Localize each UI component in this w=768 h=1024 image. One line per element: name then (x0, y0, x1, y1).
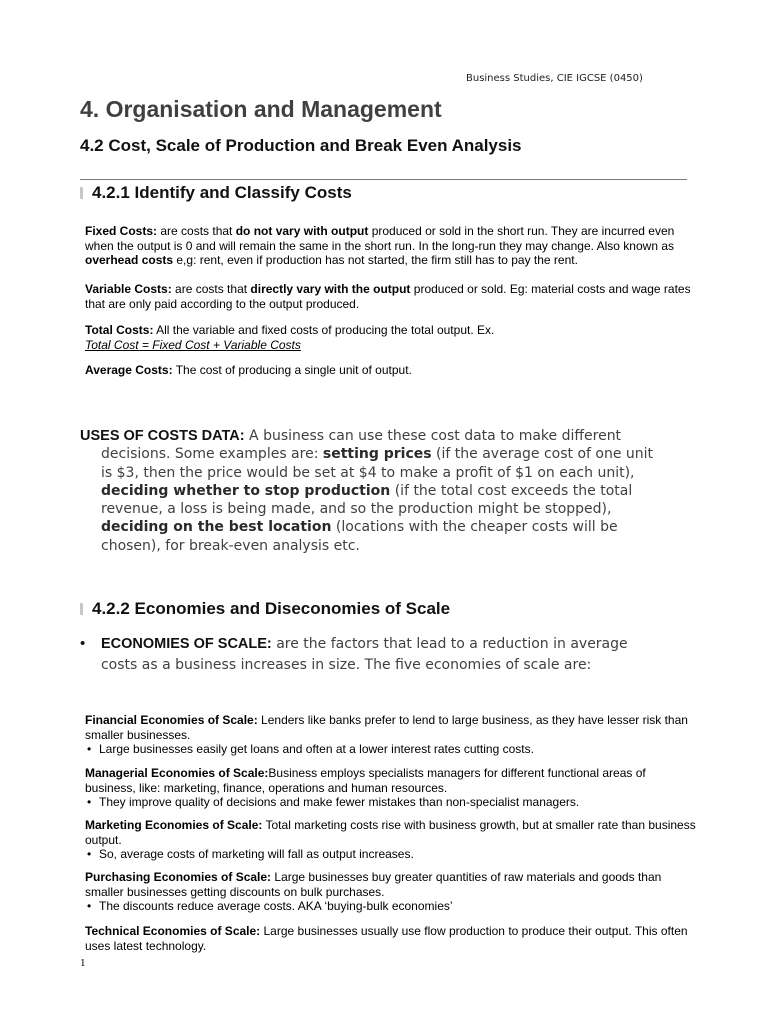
text-run: are costs that (157, 224, 236, 238)
heading-marker-icon (80, 187, 83, 199)
technical-economies-paragraph (85, 924, 697, 953)
page-subtitle: 4.2 Cost, Scale of Production and Break Even Analysis (80, 136, 522, 155)
text-run: Total marketing costs rise with business growth, but at smaller rate than business output. (85, 818, 696, 847)
average-costs-paragraph (85, 363, 697, 378)
emphasis: deciding whether to stop production (101, 482, 391, 499)
economies-of-scale-label: ECONOMIES OF SCALE: (100, 636, 272, 652)
financial-economies-label: Financial Economies of Scale: (85, 713, 258, 727)
text-run: (if the total cost exceeds the total revenue, a loss is being made, and so the production might be stopped), (101, 482, 633, 518)
emphasis: deciding on the best location (101, 519, 332, 536)
divider-rule (80, 179, 687, 180)
purchasing-economies-label: Purchasing Economies of Scale: (85, 870, 272, 884)
marketing-economies-paragraph (85, 818, 697, 847)
economies-of-scale-text (101, 634, 640, 675)
total-costs-paragraph (85, 323, 697, 352)
technical-economies-label: Technical Economies of Scale: (85, 924, 261, 938)
marketing-bullet-item (87, 847, 687, 861)
emphasis: overhead costs (85, 253, 174, 267)
emphasis: setting prices (322, 446, 432, 463)
text-run: The cost of producing a single unit of output. (172, 363, 412, 377)
section-heading-4-2-2 (80, 599, 450, 619)
managerial-economies-label: Managerial Economies of Scale: (85, 766, 269, 780)
section-heading-4-2-1 (80, 183, 352, 203)
financial-bullet-item (87, 742, 687, 756)
course-reference: Business Studies, CIE IGCSE (0450) (466, 73, 643, 84)
section-heading-text: 4.2.2 Economies and Diseconomies of Scale (92, 599, 451, 618)
page-title: 4. Organisation and Management (80, 96, 442, 122)
text-run: produced or sold in the short run. They are incurred even when the output is 0 and will remain the same in the short run. In the long-run they may change. Also known as (85, 224, 675, 253)
text-run: A business can use these cost data to make different decisions. Some examples are: (101, 428, 622, 463)
variable-costs-label: Variable Costs: (85, 282, 172, 296)
emphasis: directly vary with the output (250, 282, 411, 296)
bullet-text: So, average costs of marketing will fall as output increases. (99, 847, 414, 861)
page-number: 1 (80, 957, 86, 969)
purchasing-bullet-item (87, 899, 687, 913)
variable-costs-paragraph (85, 282, 697, 311)
bullet-icon: • (80, 635, 86, 652)
managerial-bullet-item (87, 795, 687, 809)
bullet-text: Large businesses easily get loans and often at a lower interest rates cutting costs. (99, 742, 534, 756)
text-run: are costs that (171, 282, 251, 296)
text-run: e,g: rent, even if production has not started, the firm still has to pay the rent. (173, 253, 578, 267)
bullet-text: The discounts reduce average costs. AKA ‘buying-bulk economies’ (99, 899, 453, 913)
text-run: All the variable and fixed costs of producing the total output. Ex. (153, 323, 495, 337)
financial-economies-paragraph (85, 713, 697, 742)
marketing-economies-label: Marketing Economies of Scale: (85, 818, 263, 832)
emphasis: do not vary with output (235, 224, 369, 238)
text-run: Large businesses buy greater quantities of raw materials and goods than smaller businesses getting discounts on bulk purchases. (85, 870, 662, 899)
bullet-icon: • (87, 795, 92, 809)
text-run: are the factors that lead to a reduction in average costs as a business increases in size. The five economies of scale are: (100, 636, 628, 673)
section-heading-text: 4.2.1 Identify and Classify Costs (92, 183, 352, 202)
total-cost-formula: Total Cost = Fixed Cost + Variable Costs (85, 337, 301, 352)
purchasing-economies-paragraph (85, 870, 697, 899)
text-run: (locations with the cheaper costs will be chosen), for break-even analysis etc. (101, 519, 618, 554)
text-run: Large businesses usually use flow production to produce their output. This often uses latest technology. (85, 924, 688, 953)
uses-of-costs-paragraph (80, 427, 661, 555)
managerial-economies-paragraph (85, 766, 697, 795)
text-run: (if the average cost of one unit is $3, then the price would be set at $4 to make a profit of $1 on each unit), (101, 446, 654, 481)
text-run: Lenders like banks prefer to lend to large business, as they have lesser risk than smaller businesses. (85, 713, 688, 742)
text-run: produced or sold. Eg: material costs and wage rates that are only paid according to the output produced. (85, 282, 691, 311)
fixed-costs-paragraph (85, 224, 697, 268)
text-run: Business employs specialists managers for different functional areas of business, like: marketing, finance, operations and human resources. (85, 766, 646, 795)
bullet-icon: • (87, 899, 92, 913)
fixed-costs-label: Fixed Costs: (85, 224, 158, 238)
heading-marker-icon (80, 603, 83, 615)
total-costs-label: Total Costs: (85, 323, 154, 337)
average-costs-label: Average Costs: (85, 363, 173, 377)
bullet-icon: • (87, 742, 92, 756)
uses-of-costs-label: USES OF COSTS DATA: (80, 428, 245, 444)
economies-of-scale-item (80, 634, 640, 675)
bullet-text: They improve quality of decisions and make fewer mistakes than non-specialist managers. (99, 795, 580, 809)
bullet-icon: • (87, 847, 92, 861)
